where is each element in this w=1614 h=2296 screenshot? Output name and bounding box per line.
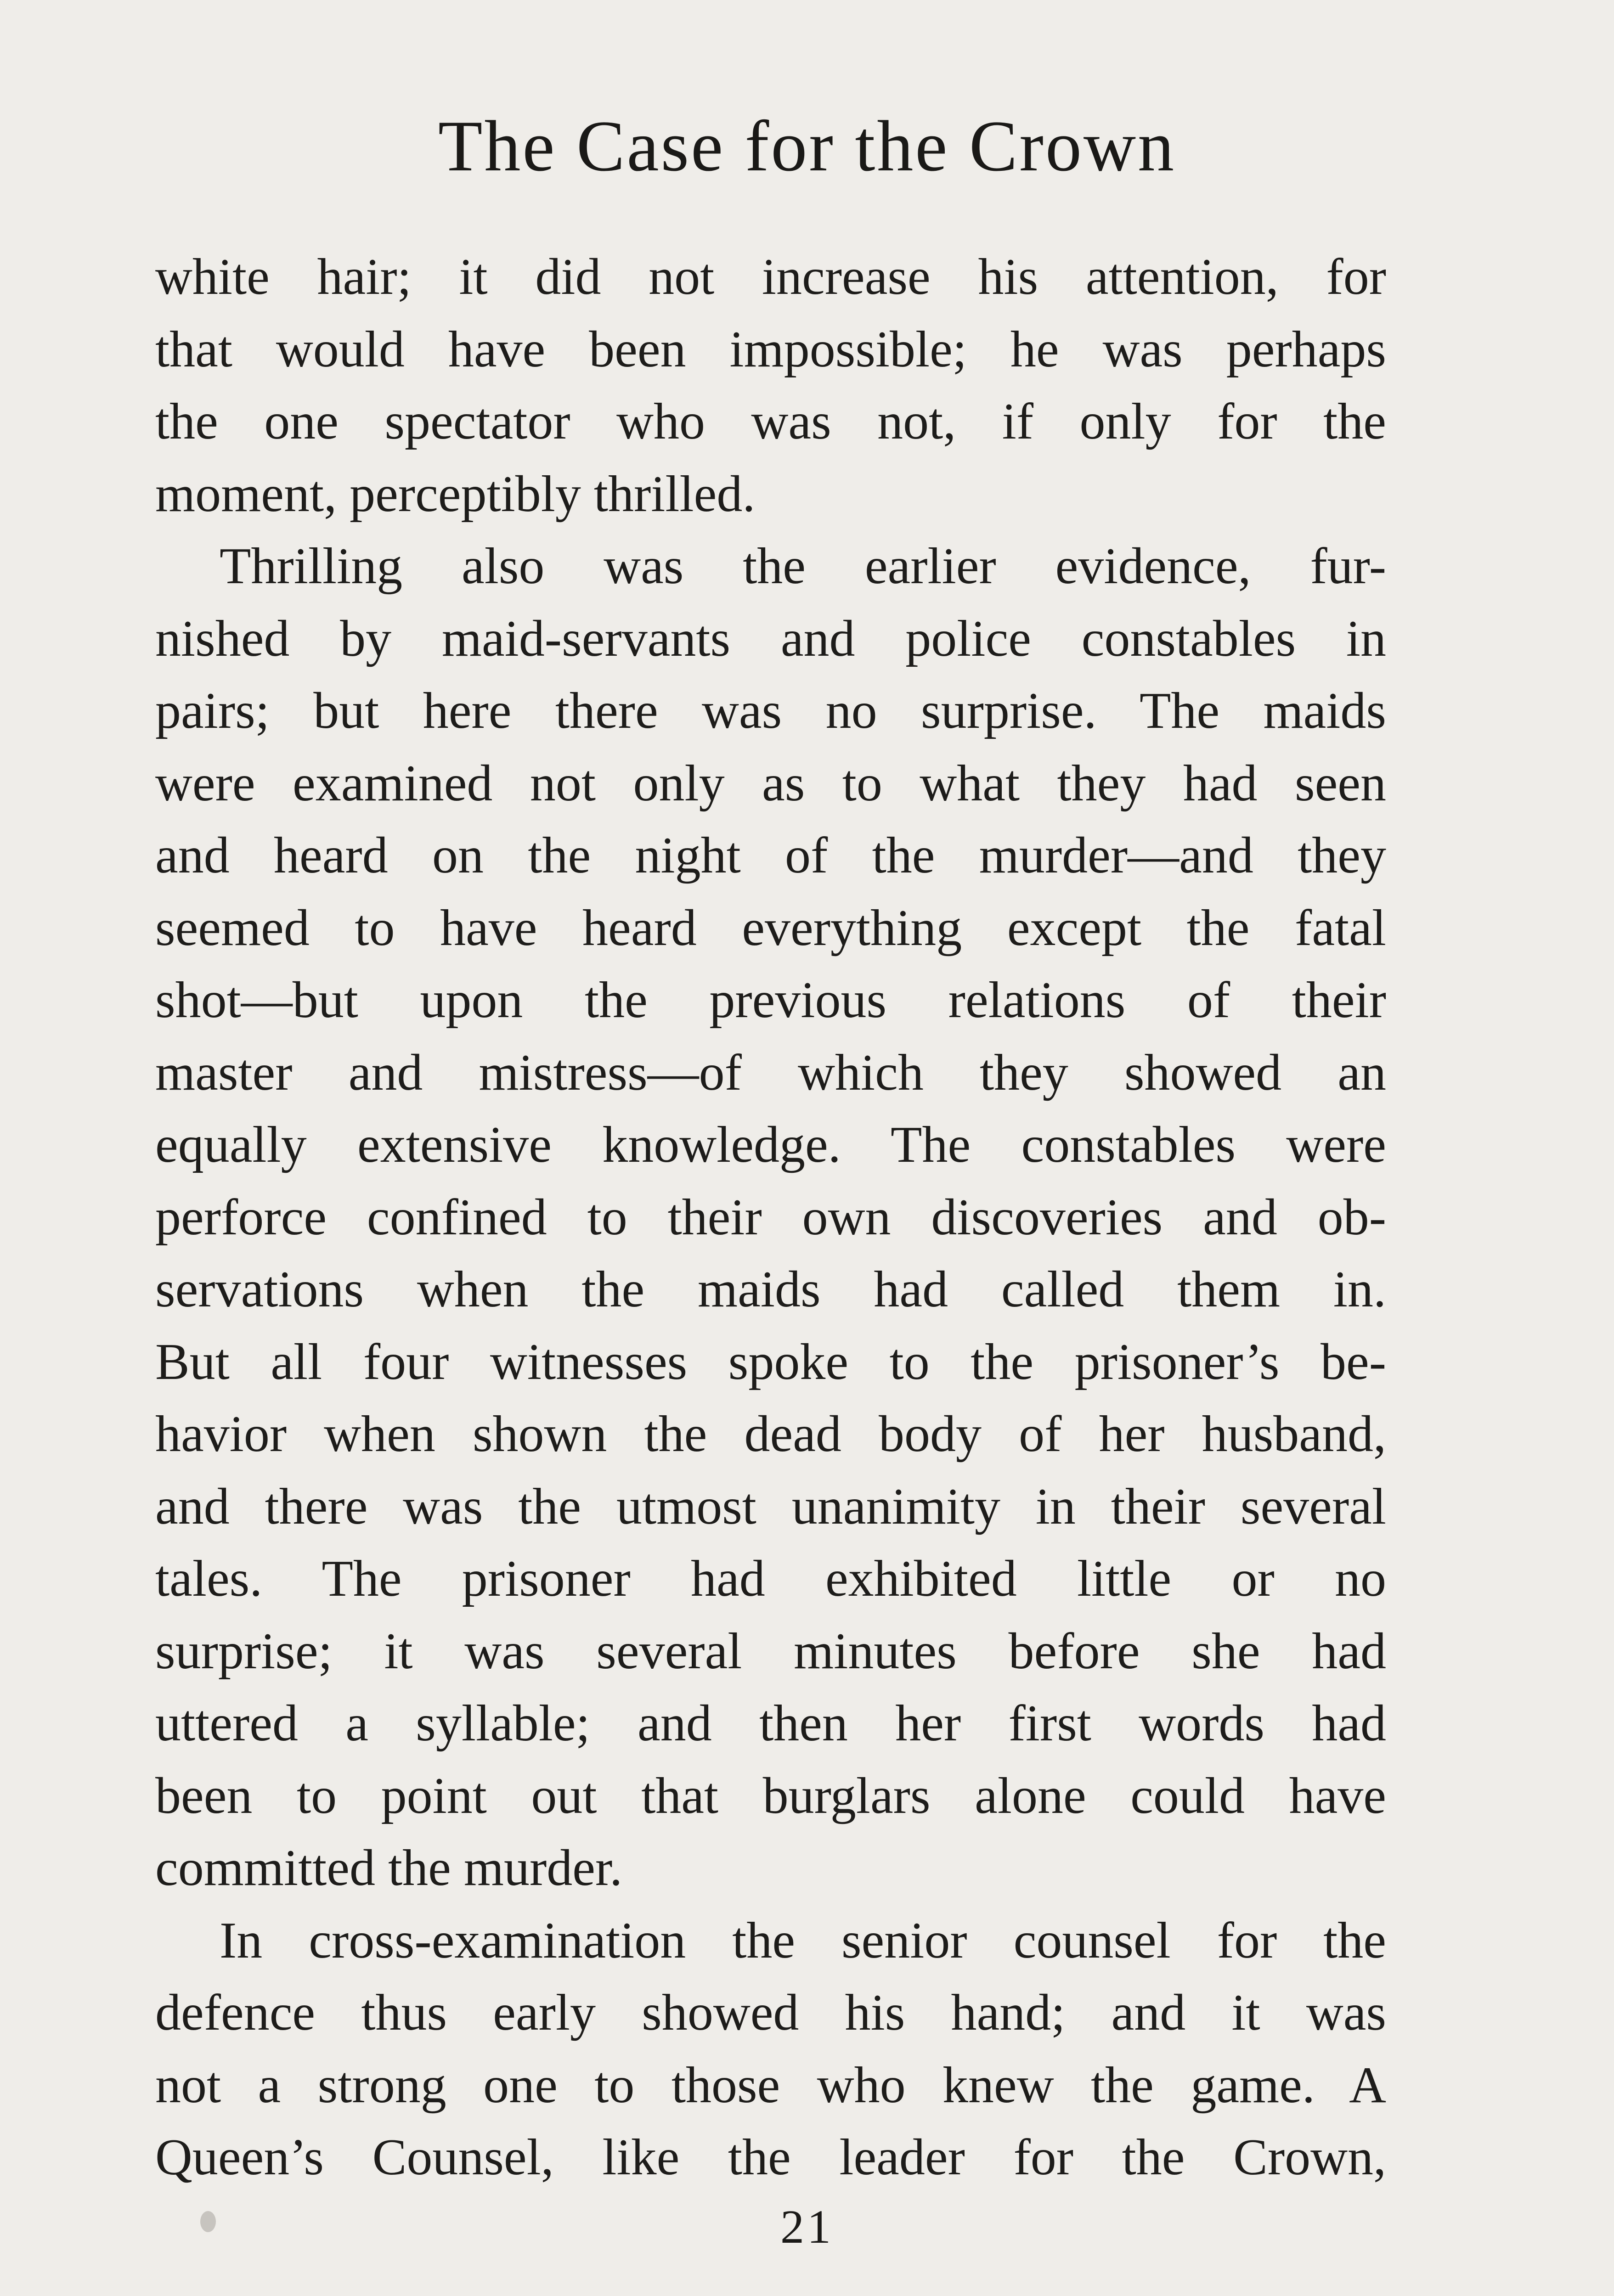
text-line: and heard on the night of the murder—and they xyxy=(155,827,1386,884)
text-line: moment, perceptibly thrilled. xyxy=(155,465,756,523)
text-line: In cross-examination the senior counsel for the xyxy=(220,1912,1386,1969)
text-line: shot—but upon the previous relations of their xyxy=(155,972,1386,1029)
text-line: perforce confined to their own discoveries and ob- xyxy=(155,1188,1386,1246)
text-line: pairs; but here there was no surprise. The maids xyxy=(155,682,1386,739)
text-line: nished by maid-servants and police constables in xyxy=(155,610,1386,667)
text-line: But all four witnesses spoke to the prisoner’s be- xyxy=(155,1333,1386,1390)
text-line: seemed to have heard everything except the fatal xyxy=(155,899,1386,957)
text-line: tales. The prisoner had exhibited little or no xyxy=(155,1550,1386,1607)
text-line: white hair; it did not increase his attention, for xyxy=(155,248,1386,305)
text-line: Thrilling also was the earlier evidence, fur- xyxy=(220,538,1386,595)
text-line: and there was the utmost unanimity in their several xyxy=(155,1478,1386,1535)
body-text xyxy=(155,241,1386,2194)
text-line: master and mistress—of which they showed an xyxy=(155,1044,1386,1101)
text-line: the one spectator who was not, if only for the xyxy=(155,393,1386,450)
text-line: servations when the maids had called them in. xyxy=(155,1261,1386,1318)
text-line: that would have been impossible; he was perhaps xyxy=(155,321,1386,378)
text-line: Queen’s Counsel, like the leader for the Crown, xyxy=(155,2129,1386,2186)
text-line: surprise; it was several minutes before she had xyxy=(155,1622,1386,1680)
page-number: 21 xyxy=(780,2200,834,2253)
text-line: havior when shown the dead body of her husband, xyxy=(155,1406,1386,1463)
text-line: equally extensive knowledge. The constables were xyxy=(155,1116,1386,1173)
text-line: uttered a syllable; and then her first words had xyxy=(155,1695,1386,1752)
text-line: defence thus early showed his hand; and it was xyxy=(155,1984,1386,2041)
text-line: committed the murder. xyxy=(155,1840,623,1896)
text-line: not a strong one to those who knew the game. A xyxy=(155,2056,1386,2114)
text-line: were examined not only as to what they had seen xyxy=(155,754,1386,812)
text-line: been to point out that burglars alone could have xyxy=(155,1767,1386,1824)
running-head: The Case for the Crown xyxy=(438,106,1176,186)
